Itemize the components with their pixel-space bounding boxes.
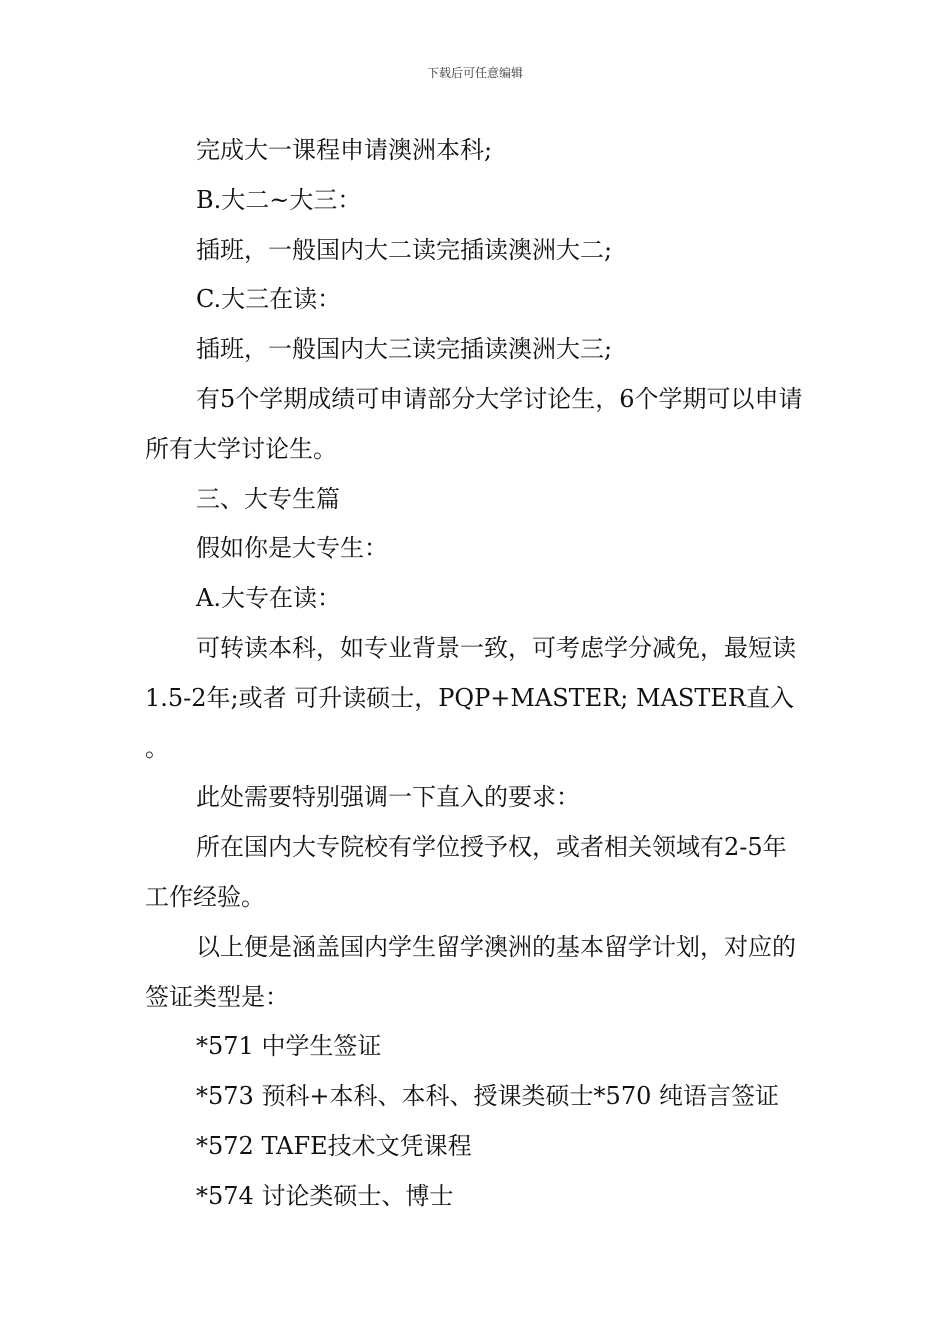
paragraph: 所在国内大专院校有学位授予权，或者相关领域有2-5年工作经验。 — [145, 833, 787, 911]
paragraph: 此处需要特别强调一下直入的要求： — [196, 783, 580, 812]
visa-list-item: *573 预科+本科、本科、授课类硕士*570 纯语言签证 — [196, 1082, 779, 1111]
page-header: 下载后可任意编辑 — [426, 66, 523, 80]
visa-list-item: *571 中学生签证 — [196, 1032, 382, 1061]
paragraph: 插班，一般国内大三读完插读澳洲大三; — [196, 335, 613, 364]
document-body — [145, 126, 810, 1222]
paragraph: C.大三在读： — [196, 285, 342, 314]
paragraph: 有5个学期成绩可申请部分大学讨论生，6个学期可以申请所有大学讨论生。 — [145, 384, 803, 463]
paragraph: 假如你是大专生： — [196, 534, 388, 563]
visa-list-item: *574 讨论类硕士、博士 — [196, 1181, 454, 1210]
paragraph: 以上便是涵盖国内学生留学澳洲的基本留学计划，对应的签证类型是： — [145, 932, 796, 1011]
section-heading: 三、大专生篇 — [196, 484, 340, 513]
visa-list-item: *572 TAFE技术文凭课程 — [196, 1131, 472, 1160]
paragraph: 可转读本科，如专业背景一致，可考虑学分减免，最短读1.5-2年;或者 可升读硕士，PQP+MASTER; MASTER直入 。 — [145, 633, 802, 762]
paragraph: 完成大一课程申请澳洲本科; — [196, 136, 493, 164]
paragraph: 插班，一般国内大二读完插读澳洲大二; — [196, 235, 613, 264]
paragraph: B.大二~大三： — [196, 185, 362, 214]
paragraph: A.大专在读： — [196, 584, 341, 613]
